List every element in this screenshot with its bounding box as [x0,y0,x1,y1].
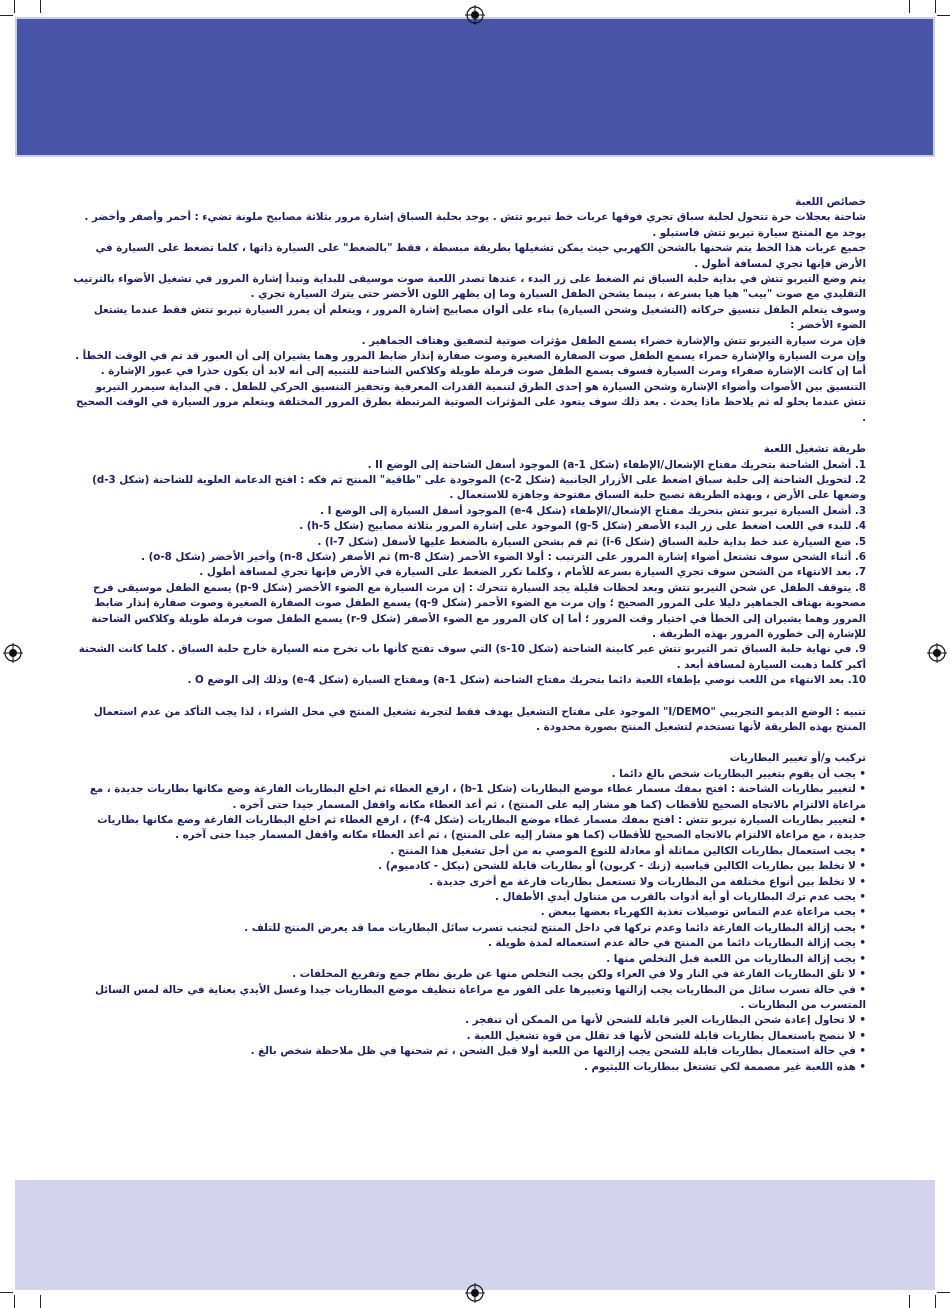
crop-mark [935,0,936,13]
crop-mark [935,1295,936,1308]
features-paragraph: فإن مرت سيارة التيربو تتش والإشارة خضراء يسمع الطفل مؤثرات صوتية لتصفيق وهتاف الجماهير . [361,334,866,347]
battery-item: • لتغيير بطاريات الشاحنة : افتح بمفك مسمار غطاء موضع البطاريات (شكل b-1) ، ارفع الغطاء ثم اخلع البطاريات الفارغة وضع مكانها بطاريات جديدة ، مع مراعاة الالتزام بالاتجاه الصحيح للأقطاب (كما هو مشار إليه على المنتج) ، ثم أعد الغطاء مكانه واقفل المسمار جيدا حتى آخره . [89,783,866,811]
crosshair-target-icon [927,643,947,663]
crop-mark [0,1292,13,1293]
operation-step: 9. في نهاية حلبة السباق تمر التيربو تتش عبر كابينة الشاحنة (شكل s-10) التي سوف تفتح كأنها باب تخرج منه السيارة خارج حلبة السباق . كلما كانت الشحنة أكبر كلما ذهبت السيارة لمسافة أبعد . [78,643,866,671]
operation-step: 8. يتوقف الطفل عن شحن التيربو تتش وبعد لحظات قليلة يجد السيارة تتحرك : إن مرت السيارة مع الضوء الأخضر (شكل p-9) يسمع الطفل موسيقى فرح مصحوبة بهتاف الجماهير دليلا على المرور الصحيح ؛ وإن مرت مع الضوء الأحمر (شكل q-9) يسمع الطفل صوت الصفارة الصغيرة وصوت صفارة إنذار ضابط المرور وهما يشيران إلى الخطأ في اختيار وقت المرور ؛ أما إن كان المرور مع الضوء الأصفر (شكل r-9) يسمع الطفل صوت فرملة طويلة وكلاكس الشاحنة للإشارة إلى خطورة المرور بهذه الطريقة . [91,581,866,640]
battery-item: • لا تحاول إعادة شحن البطاريات الغير قابلة للشحن لأنها من الممكن أن تنفجر . [465,1014,866,1027]
crop-mark [14,1295,15,1308]
crop-mark [40,0,41,13]
crop-mark [937,1292,950,1293]
battery-item: • يجب إزالة البطاريات من اللعبة قبل التخلص منها . [606,952,866,965]
operation-heading: طريقة تشغيل اللعبة [763,443,866,456]
crop-mark [40,1295,41,1308]
features-paragraph: شاحنة بعجلات حرة تتحول لحلبة سباق تجري فوقها عربات خط تيربو تتش . يوجد بحلبة السباق إشارة مرور بثلاثة مصابيح ملونة تضيء : أحمر وأصفر وأخضر . [84,211,866,224]
features-paragraph: يتم وضع التيربو تتش في بداية حلبة السباق ثم الضغط على زر البدء ، عندها تصدر اللعبة صوت موسيقى للبداية وتبدأ إشارة المرور في تشغيل الأضواء بالترتيب التقليدي مع صوت "بيب" هيا هيا بسرعة ، بينما يشحن الطفل السيارة وما إن يظهر اللون الأخضر حتى يترك السيارة تجري . [73,273,866,301]
features-paragraph: جميع عربات هذا الخط يتم شحنها بالشحن الكهربي حيث يمكن تشغيلها بطريقة مبسطة ، فقط "بالضغط" على السيارة ذاتها ، كلما تضغط على السيارة في الأرض فإنها تجري لمسافة أطول . [95,242,866,270]
crosshair-target-icon [465,1283,485,1303]
operation-step: 6. أثناء الشحن سوف تشتعل أضواء إشارة المرور على الترتيب : أولا الضوء الأحمر (شكل m-8) ثم الأصفر (شكل n-8) وأخير الأخضر (شكل o-8) . [141,550,866,563]
battery-item: • يجب مراعاة عدم التماس توصيلات تغذية الكهرباء بعضها ببعض . [540,906,866,919]
header-band [15,17,935,157]
battery-item: • لا تلق البطاريات الفارغة في النار ولا في العراء ولكن يجب التخلص منها عن طريق نظام جمع وتفريغ المخلفات . [292,968,866,981]
operation-step: 5. ضع السيارة عند خط بداية حلبة السباق (شكل i-6) ثم قم بشحن السيارة بالضغط عليها لأسفل (شكل l-7) . [317,535,866,548]
battery-item: • لتغيير بطاريات السيارة تيربو تتش : افتح بمفك مسمار غطاء موضع البطاريات (شكل f-4) ، ارفع الغطاء ثم اخلع البطاريات الفارغة وضع مكانها بطاريات جديدة ، مع مراعاة الالتزام بالاتجاه الصحيح للأقطاب (كما هو مشار إليه على المنتج) ، ثم أعد الغطاء مكانه واقفل المسمار جيدا حتى آخره . [97,814,866,842]
crosshair-target-icon [3,643,23,663]
battery-item: • يجب أن يقوم بتغيير البطاريات شخص بالغ دائما . [611,767,866,780]
battery-item: • يجب عدم ترك البطاريات أو أية أدوات بالقرب من متناول أيدي الأطفال . [495,891,866,904]
batteries-heading: تركيب و/أو تغيير البطاريات [729,752,866,765]
operation-step: 2. لتحويل الشاحنة إلى حلبة سباق اضغط على الأزرار الجانبية (شكل c-2) الموجودة على "طاقية" المنتج ثم فكه : افتح الدعامة العلوية للشاحنة (شكل d-3) وضعها على الأرض ، وبهذه الطريقة تصبح حلبة السباق مفتوحة وجاهزة للاستعمال . [92,473,866,502]
battery-item: • لا تخلط بين أنواع مختلفة من البطاريات ولا تستعمل بطاريات فارغة مع أخرى جديدة . [429,875,866,888]
document-body [70,195,866,1075]
crop-mark [14,0,15,13]
operation-step: 3. أشعل السيارة تيربو تتش بتحريك مفتاح الإشعال/الإطفاء (شكل e-4) الموجود أسفل السيارة إلى الوضع I . [320,504,866,517]
battery-item: • يجب إزالة البطاريات الفارغة دائما وعدم تركها في داخل المنتج لتجنب تسرب سائل البطاريات مما قد يعرض المنتج للتلف . [244,921,866,934]
operation-step: 1. أشعل الشاحنة بتحريك مفتاح الإشعال/الإطفاء (شكل a-1) الموجود أسفل الشاحنة إلى الوضع II . [367,458,866,471]
battery-item: • في حالة استعمال بطاريات قابلة للشحن يجب إزالتها من اللعبة أولا قبل الشحن ، ثم شحنها في ظل ملاحظة شخص بالغ . [250,1045,866,1058]
footer-band [15,1180,935,1290]
operation-step: 4. للبدء في اللعب اضغط على زر البدء الأصفر (شكل g-5) الموجود على إشارة المرور بثلاثة مصابيح (شكل h-5) . [299,520,866,533]
features-paragraph: التنسيق بين الأصوات وأضواء الإشارة وشحن السيارة هو إحدى الطرق لتنمية القدرات المعرفية وتحفيز التنسيق الحركي للطفل . في البداية سيمرر التيربو تتش عندما يحلو له ثم يلاحظ ماذا يحدث . بعد ذلك سوف يتعود على المؤثرات الصوتية المرتبطة بطرق المرور المختلفة ويتعلم مرور السيارة في الوقت الصحيح . [76,380,866,424]
crop-mark [909,0,910,13]
battery-item: • يجب استعمال بطاريات الكالين مماثلة أو معادلة للنوع الموصي به من أجل تشغيل هذا المنتج . [390,844,866,857]
features-paragraph: وإن مرت السيارة والإشارة حمراء يسمع الطفل صوت الصفارة الصغيرة وصوت صفارة إنذار ضابط المرور وهما يشيران إلى أن العبور قد تم في الوقت الخطأ . [75,350,866,363]
battery-item: • هذه اللعبة غير مصممة لكي تشتغل ببطاريات الليثيوم . [583,1060,866,1073]
battery-item: • يجب إزالة البطاريات دائما من المنتج في حالة عدم استعماله لمدة طويلة . [487,937,866,950]
battery-item: • لا تخلط بين بطاريات الكالين قياسية (زنك - كربون) أو بطاريات قابلة للشحن (نيكل - كادميوم) . [378,860,866,873]
crop-mark [909,1295,910,1308]
features-paragraph: أما إن كانت الإشارة صفراء ومرت السيارة فسوف يسمع الطفل صوت فرملة طويلة وكلاكس الشاحنة للتنبيه إلى أنه لابد أن يكون حذرا في عبور الإشارة . [100,365,866,378]
battery-item: • لا ننصح باستعمال بطاريات قابلة للشحن لأنها قد تقلل من قوة تشغيل اللعبة . [466,1029,866,1042]
operation-step: 7. بعد الانتهاء من الشحن سوف تجري السيارة بسرعة للأمام ، وكلما تكرر الضغط على السيارة في الأرض فإنها تجري لمسافة أطول . [199,566,866,579]
features-paragraph: وسوف يتعلم الطفل تنسيق حركاته (التشغيل وشحن السيارة) بناء على ألوان مصابيح إشارة المرور ، ويتعلم أن يمرر السيارة تيربو تتش فقط عندما يشتعل الضوء الأخضر : [93,303,866,332]
demo-notice: تنبيه : الوضع الديمو التجريبي "I/DEMO" الموجود على مفتاح التشغيل يهدف فقط لتجربة تشغيل المنتج في محل الشراء ، لذا يجب التأكد من عدم استعمال المنتج بهذه الطريقة لأنها تستخدم لتشغيل المنتج بصورة محدودة . [93,705,866,733]
features-heading: خصائص اللعبة [795,196,866,208]
battery-item: • في حالة تسرب سائل من البطاريات يجب إزالتها وتغييرها على الفور مع مراعاة تنظيف موضع البطاريات جيدا وغسل الأيدي بعناية في حالة لمس السائل المتسرب من البطاريات . [95,983,866,1011]
crosshair-target-icon [465,5,485,25]
features-paragraph: يوجد مع المنتج سيارة تيربو تتش فاستبلو . [652,226,866,239]
operation-step: 10. بعد الانتهاء من اللعب نوصي بإطفاء اللعبة دائما بتحريك مفتاح الشاحنة (شكل a-1) ومفتاح السيارة (شكل e-4) وذلك إلى الوضع O . [187,674,866,687]
crop-mark [937,15,950,16]
crop-mark [0,15,13,16]
